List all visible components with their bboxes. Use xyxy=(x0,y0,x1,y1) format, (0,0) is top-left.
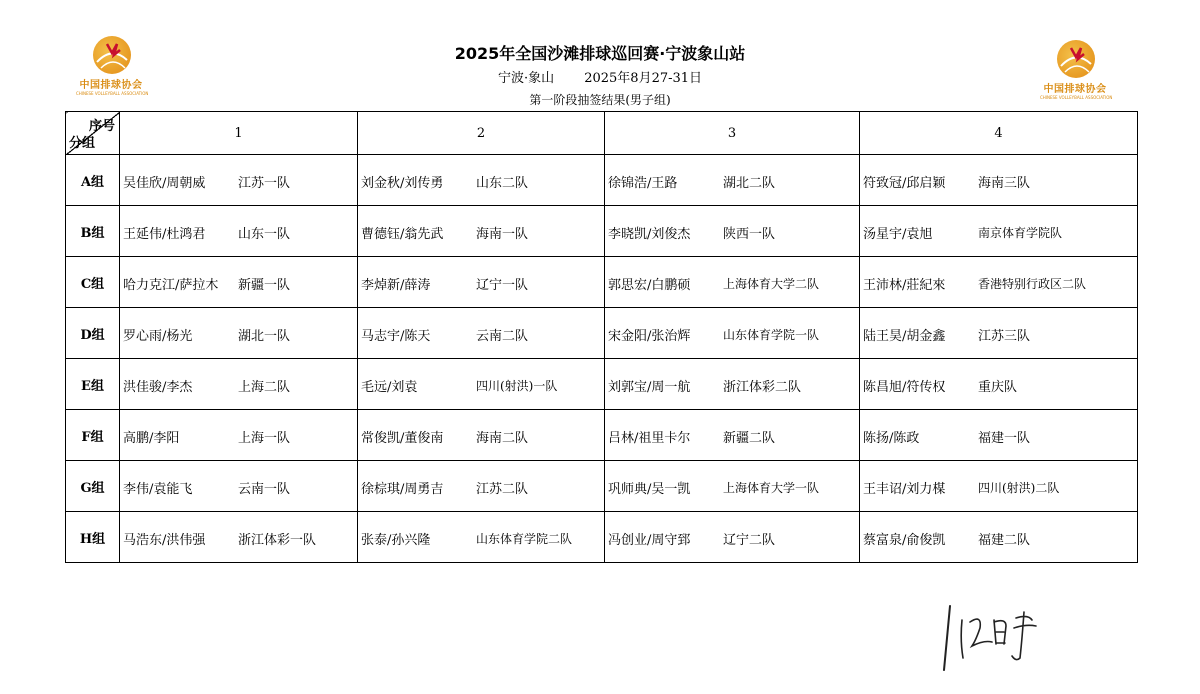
draw-cell xyxy=(860,206,1138,257)
draw-cell xyxy=(358,359,605,410)
player-pair: 李伟/袁能飞 xyxy=(123,482,193,497)
player-pair: 蔡富泉/俞俊凯 xyxy=(863,533,946,548)
player-pair: 毛远/刘袁 xyxy=(361,380,418,395)
document-title: 2025年全国沙滩排球巡回赛·宁波象山站 xyxy=(454,44,746,63)
event-subtitle xyxy=(0,67,1200,86)
player-pair: 罗心雨/杨光 xyxy=(123,329,193,344)
team-name: 山东一队 xyxy=(238,227,291,242)
player-pair: 哈力克江/萨拉木 xyxy=(123,278,219,293)
player-pair: 宋金阳/张治辉 xyxy=(608,329,691,344)
table-row xyxy=(66,359,1138,410)
column-header-3: 3 xyxy=(605,112,860,155)
team-name: 上海一队 xyxy=(238,431,291,446)
player-pair: 李晓凯/刘俊杰 xyxy=(608,227,691,242)
team-name: 陕西一队 xyxy=(723,227,776,242)
column-header-4: 4 xyxy=(860,112,1138,155)
player-pair: 巩师典/吴一凯 xyxy=(608,482,691,497)
draw-cell xyxy=(605,359,860,410)
table-row xyxy=(66,512,1138,563)
event-dates: 2025年8月27-31日 xyxy=(584,71,703,86)
draw-cell xyxy=(358,308,605,359)
draw-cell xyxy=(860,155,1138,206)
player-pair: 符致冠/邱启颖 xyxy=(863,176,946,191)
player-pair: 王延伟/杜鸿君 xyxy=(123,227,206,242)
draw-cell xyxy=(358,461,605,512)
player-pair: 曹德钰/翁先武 xyxy=(361,227,444,242)
draw-cell xyxy=(358,257,605,308)
corner-header-cell xyxy=(66,112,120,155)
table-row xyxy=(66,155,1138,206)
team-name: 南京体育学院队 xyxy=(978,226,1063,240)
player-pair: 王沛林/莊紀來 xyxy=(863,278,946,293)
team-name: 上海体育大学一队 xyxy=(723,481,820,495)
team-name: 山东体育学院二队 xyxy=(476,532,573,546)
team-name: 浙江体彩一队 xyxy=(238,533,317,548)
player-pair: 陈昌旭/符传权 xyxy=(863,380,946,395)
player-pair: 徐锦浩/王路 xyxy=(608,176,678,191)
table-row xyxy=(66,410,1138,461)
team-name: 云南二队 xyxy=(476,329,529,344)
team-name: 海南一队 xyxy=(476,227,529,242)
team-name: 江苏二队 xyxy=(476,482,529,497)
draw-cell xyxy=(358,512,605,563)
player-pair: 洪佳骏/李杰 xyxy=(123,380,193,395)
team-name: 湖北一队 xyxy=(238,329,291,344)
draw-cell xyxy=(860,512,1138,563)
group-label: G组 xyxy=(66,461,120,512)
team-name: 辽宁一队 xyxy=(476,278,529,293)
draw-cell xyxy=(358,155,605,206)
draw-cell xyxy=(120,410,358,461)
column-header-1: 1 xyxy=(120,112,358,155)
draw-cell xyxy=(860,359,1138,410)
player-pair: 刘金秋/刘传勇 xyxy=(361,176,444,191)
team-name: 江苏一队 xyxy=(238,176,291,191)
draw-cell xyxy=(358,206,605,257)
draw-cell xyxy=(605,257,860,308)
logo-name-cn: 中国排球协会 xyxy=(79,80,143,91)
group-label: B组 xyxy=(66,206,120,257)
team-name: 福建一队 xyxy=(978,431,1031,446)
team-name: 上海体育大学二队 xyxy=(723,277,820,291)
draw-cell xyxy=(605,155,860,206)
logo-name-en: CHINESE VOLLEYBALL ASSOCIATION xyxy=(76,91,149,96)
player-pair: 陈扬/陈政 xyxy=(863,431,920,446)
team-name: 新疆二队 xyxy=(723,431,776,446)
player-pair: 张泰/孙兴隆 xyxy=(361,533,431,548)
player-pair: 王丰诏/刘力楳 xyxy=(863,482,946,497)
draw-cell xyxy=(120,308,358,359)
team-name: 海南三队 xyxy=(978,176,1031,191)
group-label: H组 xyxy=(66,512,120,563)
player-pair: 徐棕琪/周勇吉 xyxy=(361,482,444,497)
player-pair: 高鹏/李阳 xyxy=(123,431,180,446)
draw-cell xyxy=(605,461,860,512)
team-name: 山东二队 xyxy=(476,176,529,191)
group-label: E组 xyxy=(66,359,120,410)
team-name: 江苏三队 xyxy=(978,329,1031,344)
draw-cell xyxy=(120,257,358,308)
table-caption: 第一阶段抽签结果(男子组) xyxy=(529,93,671,107)
group-label: D组 xyxy=(66,308,120,359)
player-pair: 冯创业/周守郅 xyxy=(608,533,691,548)
draw-cell xyxy=(860,461,1138,512)
team-name: 湖北二队 xyxy=(723,176,776,191)
team-name: 浙江体彩二队 xyxy=(723,380,802,395)
draw-results-table xyxy=(65,111,1138,563)
table-row xyxy=(66,257,1138,308)
draw-cell xyxy=(120,461,358,512)
corner-label-group: 分组 xyxy=(69,136,96,151)
draw-cell xyxy=(860,308,1138,359)
player-pair: 常俊凯/董俊南 xyxy=(361,431,444,446)
team-name: 上海二队 xyxy=(238,380,291,395)
team-name: 辽宁二队 xyxy=(723,533,776,548)
group-label: F组 xyxy=(66,410,120,461)
draw-cell xyxy=(120,155,358,206)
player-pair: 李焯新/薛涛 xyxy=(361,278,431,293)
logo-name-cn: 中国排球协会 xyxy=(1043,84,1107,95)
player-pair: 郭思宏/白鹏硕 xyxy=(608,278,691,293)
draw-cell xyxy=(120,359,358,410)
draw-cell xyxy=(860,257,1138,308)
event-location: 宁波·象山 xyxy=(497,71,555,86)
draw-cell xyxy=(605,308,860,359)
draw-cell xyxy=(605,512,860,563)
draw-cell xyxy=(120,206,358,257)
table-header-row xyxy=(66,112,1138,155)
group-label: C组 xyxy=(66,257,120,308)
draw-cell xyxy=(120,512,358,563)
draw-cell xyxy=(860,410,1138,461)
team-name: 海南二队 xyxy=(476,431,529,446)
draw-cell xyxy=(605,206,860,257)
table-row xyxy=(66,308,1138,359)
table-row xyxy=(66,206,1138,257)
player-pair: 吴佳欣/周朝威 xyxy=(123,176,206,191)
team-name: 云南一队 xyxy=(238,482,291,497)
player-pair: 刘郭宝/周一航 xyxy=(608,380,691,395)
table-row xyxy=(66,461,1138,512)
draw-cell xyxy=(605,410,860,461)
player-pair: 陆王昊/胡金鑫 xyxy=(863,329,946,344)
logo-name-en: CHINESE VOLLEYBALL ASSOCIATION xyxy=(1040,95,1113,100)
group-label: A组 xyxy=(66,155,120,206)
player-pair: 汤星宇/袁旭 xyxy=(863,227,933,242)
team-name: 香港特别行政区二队 xyxy=(978,277,1087,291)
corner-label-seed: 序号 xyxy=(88,119,115,134)
draw-cell xyxy=(358,410,605,461)
handwritten-signature xyxy=(936,600,1046,675)
player-pair: 吕林/祖里卡尔 xyxy=(608,431,691,446)
team-name: 山东体育学院一队 xyxy=(723,328,820,342)
team-name: 新疆一队 xyxy=(238,278,291,293)
team-name: 四川(射洪)一队 xyxy=(476,379,558,393)
player-pair: 马志宇/陈天 xyxy=(361,329,431,344)
column-header-2: 2 xyxy=(358,112,605,155)
team-name: 四川(射洪)二队 xyxy=(978,481,1060,495)
team-name: 重庆队 xyxy=(978,380,1018,395)
player-pair: 马浩东/洪伟强 xyxy=(123,533,206,548)
team-name: 福建二队 xyxy=(978,533,1031,548)
